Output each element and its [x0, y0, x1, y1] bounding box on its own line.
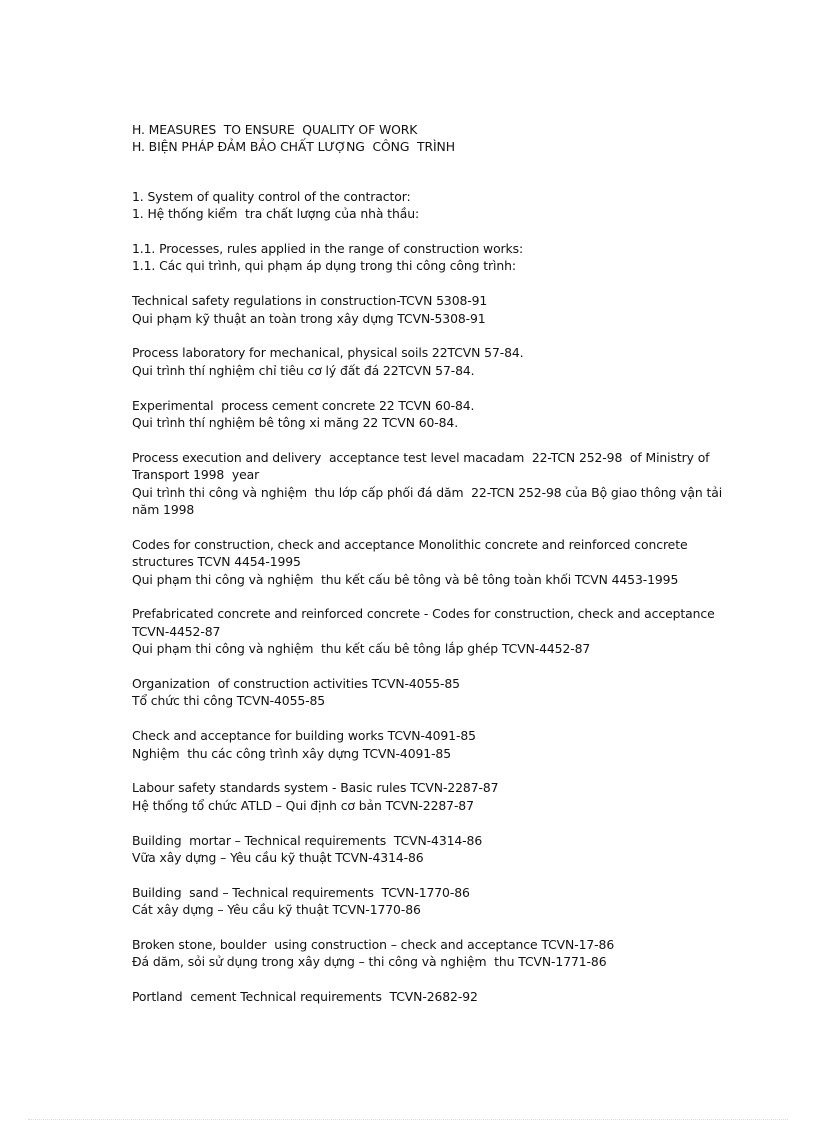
standard-english: Organization of construction activities TCVN-4055-85: [132, 676, 460, 692]
standard-english: Broken stone, boulder using construction – check and acceptance TCVN-17-86: [132, 937, 615, 953]
standard-item: [132, 884, 752, 919]
standard-item: [132, 536, 752, 588]
standard-vietnamese: Nghiệm thu các công trình xây dựng TCVN-4091-85: [132, 745, 452, 761]
document-page: [132, 121, 752, 1023]
standard-item: [132, 397, 752, 432]
standard-item: [132, 675, 752, 710]
section-title: [132, 188, 752, 223]
standard-item: [132, 779, 752, 814]
standard-item: [132, 292, 752, 327]
standard-vietnamese: Qui trình thí nghiệm chỉ tiêu cơ lý đất đá 22TCVN 57-84.: [132, 362, 475, 378]
standard-item: [132, 832, 752, 867]
standard-english: Check and acceptance for building works TCVN-4091-85: [132, 728, 476, 744]
standard-english: Codes for construction, check and acceptance Monolithic concrete and reinforced concrete structures TCVN 4454-1995: [132, 536, 692, 570]
heading-english: H. MEASURES TO ENSURE QUALITY OF WORK: [132, 122, 418, 137]
standard-item: [132, 449, 752, 519]
standard-english: Technical safety regulations in construction-TCVN 5308-91: [132, 293, 488, 309]
standard-item: [132, 727, 752, 762]
standard-vietnamese: Qui phạm thi công và nghiệm thu kết cấu bê tông và bê tông toàn khối TCVN 4453-1995: [132, 571, 679, 587]
standard-item: [132, 344, 752, 379]
subsection-title-vietnamese: 1.1. Các qui trình, qui phạm áp dụng trong thi công công trình:: [132, 258, 516, 274]
section-title-english: 1. System of quality control of the contractor:: [132, 188, 411, 204]
standard-item: [132, 605, 752, 657]
standard-item: [132, 936, 752, 971]
heading-vietnamese: H. BIỆN PHÁP ĐẢM BẢO CHẤT LƯỢNG CÔNG TRÌNH: [132, 139, 455, 155]
page-bottom-divider: [28, 1119, 788, 1120]
standard-english: Portland cement Technical requirements TCVN-2682-92: [132, 989, 478, 1005]
standard-vietnamese: Cát xây dựng – Yêu cầu kỹ thuật TCVN-1770-86: [132, 902, 421, 918]
standard-vietnamese: Vữa xây dựng – Yêu cầu kỹ thuật TCVN-4314-86: [132, 850, 424, 866]
subsection-title: [132, 240, 752, 275]
standard-vietnamese: Qui trình thi công và nghiệm thu lớp cấp phối đá dăm 22-TCN 252-98 của Bộ giao thông vận tải năm 1998: [132, 484, 726, 518]
section-title-vietnamese: 1. Hệ thống kiểm tra chất lượng của nhà thầu:: [132, 206, 420, 222]
standard-vietnamese: Qui phạm kỹ thuật an toàn trong xây dựng TCVN-5308-91: [132, 310, 486, 326]
standard-vietnamese: Qui phạm thi công và nghiệm thu kết cấu bê tông lắp ghép TCVN-4452-87: [132, 641, 591, 657]
standard-vietnamese: Hệ thống tổ chức ATLD – Qui định cơ bản TCVN-2287-87: [132, 797, 474, 813]
standard-vietnamese: Qui trình thí nghiệm bê tông xi măng 22 TCVN 60-84.: [132, 415, 459, 431]
standard-english: Prefabricated concrete and reinforced concrete - Codes for construction, check and acceptance TCVN-4452-87: [132, 606, 719, 639]
standard-item: [132, 988, 752, 1005]
standard-english: Process laboratory for mechanical, physical soils 22TCVN 57-84.: [132, 345, 524, 361]
standard-english: Experimental process cement concrete 22 TCVN 60-84.: [132, 397, 475, 413]
standard-english: Labour safety standards system - Basic rules TCVN-2287-87: [132, 780, 499, 796]
standard-vietnamese: Tổ chức thi công TCVN-4055-85: [132, 693, 326, 709]
subsection-title-english: 1.1. Processes, rules applied in the range of construction works:: [132, 241, 524, 257]
standard-english: Building sand – Technical requirements TCVN-1770-86: [132, 884, 470, 900]
standard-english: Process execution and delivery acceptance test level macadam 22-TCN 252-98 of Ministry of Transport 1998 year: [132, 449, 714, 483]
standard-english: Building mortar – Technical requirements TCVN-4314-86: [132, 832, 483, 848]
document-heading: [132, 121, 752, 156]
standard-vietnamese: Đá dăm, sỏi sử dụng trong xây dựng – thi công và nghiệm thu TCVN-1771-86: [132, 954, 607, 970]
